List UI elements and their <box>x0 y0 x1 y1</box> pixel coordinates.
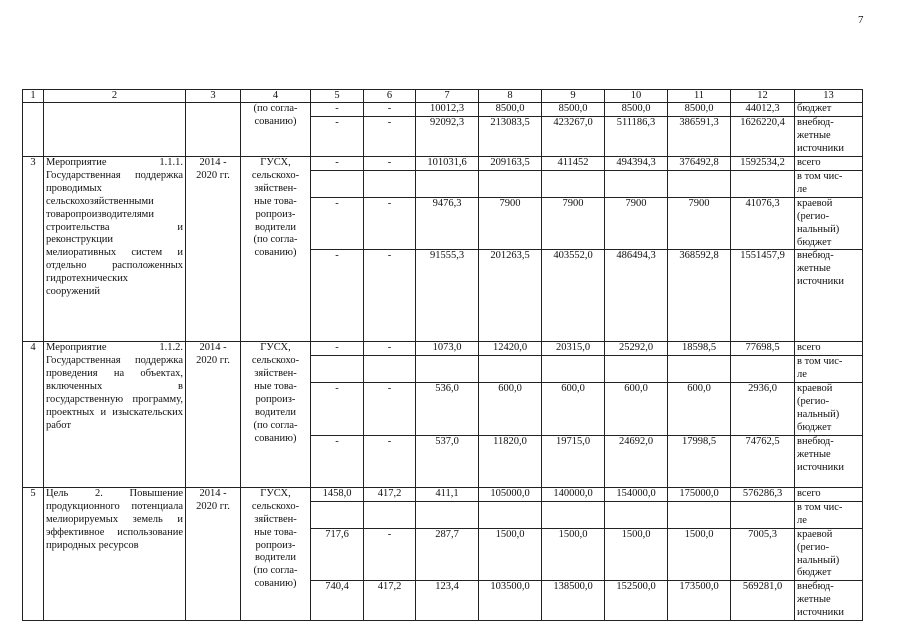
funding-source-cell: бюджет <box>795 103 863 117</box>
value-cell <box>479 501 542 528</box>
value-cell: 1500,0 <box>668 528 731 581</box>
page-number: 7 <box>858 14 864 26</box>
value-cell: 1073,0 <box>416 342 479 356</box>
value-cell: 152500,0 <box>605 581 668 621</box>
value-cell: 1551457,9 <box>731 250 795 342</box>
value-cell: 1500,0 <box>605 528 668 581</box>
value-cell: 44012,3 <box>731 103 795 117</box>
value-cell: - <box>364 528 416 581</box>
value-cell: 740,4 <box>311 581 364 621</box>
row-number-cell: 4 <box>23 342 44 487</box>
value-cell: 1458,0 <box>311 487 364 501</box>
value-cell: 600,0 <box>605 383 668 436</box>
header-row <box>23 90 863 103</box>
value-cell: 600,0 <box>668 383 731 436</box>
event-name-cell: Мероприятие 1.1.2. Государственная поддержка проведения на объектах, включенных в государственную программу, проектных и изыскательских работ <box>44 342 186 487</box>
value-cell: - <box>364 197 416 250</box>
value-cell: 1626220,4 <box>731 117 795 157</box>
funding-source-cell: в том чис- ле <box>795 356 863 383</box>
value-cell <box>311 501 364 528</box>
executor-cell: ГУСХ, сельскохо- зяйствен- ные това- ропроиз- водители (по согла- сованию) <box>241 342 311 487</box>
header-cell: 1 <box>23 90 44 103</box>
value-cell <box>416 171 479 198</box>
value-cell <box>542 501 605 528</box>
value-cell: 20315,0 <box>542 342 605 356</box>
executor-cell: ГУСХ, сельскохо- зяйствен- ные това- ропроиз- водители (по согла- сованию) <box>241 487 311 620</box>
value-cell: - <box>364 250 416 342</box>
funding-source-cell: внебюд- жетные источники <box>795 250 863 342</box>
value-cell <box>311 171 364 198</box>
value-cell: 7900 <box>479 197 542 250</box>
header-cell: 13 <box>795 90 863 103</box>
header-cell: 8 <box>479 90 542 103</box>
value-cell <box>416 356 479 383</box>
funding-source-cell: внебюд- жетные источники <box>795 581 863 621</box>
header-cell: 5 <box>311 90 364 103</box>
funding-source-cell: всего <box>795 487 863 501</box>
value-cell <box>605 171 668 198</box>
budget-table <box>22 89 863 621</box>
value-cell: 7900 <box>542 197 605 250</box>
value-cell: - <box>311 103 364 117</box>
value-cell: - <box>311 383 364 436</box>
value-cell: 417,2 <box>364 581 416 621</box>
value-cell <box>605 501 668 528</box>
value-cell: - <box>364 435 416 487</box>
value-cell <box>668 171 731 198</box>
value-cell: 91555,3 <box>416 250 479 342</box>
value-cell: 537,0 <box>416 435 479 487</box>
value-cell: 17998,5 <box>668 435 731 487</box>
value-cell: 511186,3 <box>605 117 668 157</box>
value-cell: 1592534,2 <box>731 157 795 171</box>
table-row <box>23 157 863 171</box>
value-cell: 1500,0 <box>542 528 605 581</box>
executor-cell: (по согла- сованию) <box>241 103 311 157</box>
event-name-cell: Цель 2. Повышение продукционного потенциала мелиорируемых земель и эффективное использование природных ресурсов <box>44 487 186 620</box>
value-cell: 7005,3 <box>731 528 795 581</box>
value-cell <box>311 356 364 383</box>
value-cell: 403552,0 <box>542 250 605 342</box>
value-cell: 105000,0 <box>479 487 542 501</box>
funding-source-cell: краевой (регио- нальный) бюджет <box>795 528 863 581</box>
header-cell: 7 <box>416 90 479 103</box>
event-name-cell <box>44 103 186 157</box>
value-cell: 2936,0 <box>731 383 795 436</box>
header-cell: 10 <box>605 90 668 103</box>
value-cell: 19715,0 <box>542 435 605 487</box>
value-cell: 8500,0 <box>542 103 605 117</box>
funding-source-cell: в том чис- ле <box>795 501 863 528</box>
value-cell: - <box>311 250 364 342</box>
period-cell <box>186 103 241 157</box>
value-cell: - <box>311 117 364 157</box>
header-cell: 3 <box>186 90 241 103</box>
value-cell <box>542 356 605 383</box>
value-cell: 417,2 <box>364 487 416 501</box>
funding-source-cell: внебюд- жетные источники <box>795 117 863 157</box>
value-cell: 123,4 <box>416 581 479 621</box>
funding-source-cell: в том чис- ле <box>795 171 863 198</box>
value-cell: 8500,0 <box>668 103 731 117</box>
value-cell <box>364 356 416 383</box>
value-cell: 411452 <box>542 157 605 171</box>
value-cell <box>668 501 731 528</box>
header-cell: 4 <box>241 90 311 103</box>
value-cell <box>479 171 542 198</box>
period-cell: 2014 - 2020 гг. <box>186 342 241 487</box>
value-cell: 10012,3 <box>416 103 479 117</box>
value-cell <box>605 356 668 383</box>
value-cell: 154000,0 <box>605 487 668 501</box>
value-cell: 287,7 <box>416 528 479 581</box>
value-cell: 717,6 <box>311 528 364 581</box>
funding-source-cell: внебюд- жетные источники <box>795 435 863 487</box>
value-cell: - <box>311 342 364 356</box>
period-cell: 2014 - 2020 гг. <box>186 487 241 620</box>
value-cell: 213083,5 <box>479 117 542 157</box>
value-cell: 486494,3 <box>605 250 668 342</box>
value-cell: - <box>364 342 416 356</box>
value-cell: 175000,0 <box>668 487 731 501</box>
value-cell <box>731 171 795 198</box>
value-cell: 24692,0 <box>605 435 668 487</box>
header-cell: 9 <box>542 90 605 103</box>
table-row <box>23 103 863 117</box>
value-cell: 138500,0 <box>542 581 605 621</box>
value-cell: 8500,0 <box>479 103 542 117</box>
header-cell: 12 <box>731 90 795 103</box>
value-cell: 9476,3 <box>416 197 479 250</box>
funding-source-cell: краевой (регио- нальный) бюджет <box>795 383 863 436</box>
value-cell: 8500,0 <box>605 103 668 117</box>
value-cell: 386591,3 <box>668 117 731 157</box>
value-cell: 173500,0 <box>668 581 731 621</box>
row-number-cell: 5 <box>23 487 44 620</box>
value-cell: 77698,5 <box>731 342 795 356</box>
funding-source-cell: всего <box>795 342 863 356</box>
table-row <box>23 342 863 356</box>
value-cell: 600,0 <box>479 383 542 436</box>
header-cell: 6 <box>364 90 416 103</box>
value-cell: 11820,0 <box>479 435 542 487</box>
value-cell: 18598,5 <box>668 342 731 356</box>
table-row <box>23 487 863 501</box>
header-cell: 11 <box>668 90 731 103</box>
value-cell: - <box>311 435 364 487</box>
value-cell: - <box>364 383 416 436</box>
value-cell <box>479 356 542 383</box>
value-cell: 376492,8 <box>668 157 731 171</box>
value-cell <box>542 171 605 198</box>
value-cell: 536,0 <box>416 383 479 436</box>
value-cell: 101031,6 <box>416 157 479 171</box>
value-cell: 494394,3 <box>605 157 668 171</box>
value-cell: 41076,3 <box>731 197 795 250</box>
value-cell: 423267,0 <box>542 117 605 157</box>
period-cell: 2014 - 2020 гг. <box>186 157 241 342</box>
value-cell <box>364 171 416 198</box>
row-number-cell <box>23 103 44 157</box>
funding-source-cell: всего <box>795 157 863 171</box>
value-cell: 576286,3 <box>731 487 795 501</box>
value-cell <box>364 501 416 528</box>
value-cell: 103500,0 <box>479 581 542 621</box>
value-cell: 1500,0 <box>479 528 542 581</box>
value-cell: 569281,0 <box>731 581 795 621</box>
value-cell: 25292,0 <box>605 342 668 356</box>
value-cell: 368592,8 <box>668 250 731 342</box>
value-cell: - <box>364 117 416 157</box>
value-cell: 92092,3 <box>416 117 479 157</box>
value-cell: - <box>364 103 416 117</box>
event-name-cell: Мероприятие 1.1.1. Государственная поддержка проводимых сельскохозяйственными товаропроизводителями строительства и реконструкции мелиоративных систем и отдельно расположенных гидротехнических сооружений <box>44 157 186 342</box>
value-cell <box>668 356 731 383</box>
value-cell: 7900 <box>605 197 668 250</box>
value-cell: 209163,5 <box>479 157 542 171</box>
value-cell: 201263,5 <box>479 250 542 342</box>
executor-cell: ГУСХ, сельскохо- зяйствен- ные това- ропроиз- водители (по согла- сованию) <box>241 157 311 342</box>
value-cell: - <box>311 197 364 250</box>
value-cell <box>416 501 479 528</box>
row-number-cell: 3 <box>23 157 44 342</box>
value-cell: - <box>364 157 416 171</box>
value-cell <box>731 501 795 528</box>
funding-source-cell: краевой (регио- нальный) бюджет <box>795 197 863 250</box>
value-cell: 7900 <box>668 197 731 250</box>
value-cell: 600,0 <box>542 383 605 436</box>
value-cell: 411,1 <box>416 487 479 501</box>
value-cell: 12420,0 <box>479 342 542 356</box>
value-cell <box>731 356 795 383</box>
value-cell: - <box>311 157 364 171</box>
value-cell: 74762,5 <box>731 435 795 487</box>
header-cell: 2 <box>44 90 186 103</box>
value-cell: 140000,0 <box>542 487 605 501</box>
